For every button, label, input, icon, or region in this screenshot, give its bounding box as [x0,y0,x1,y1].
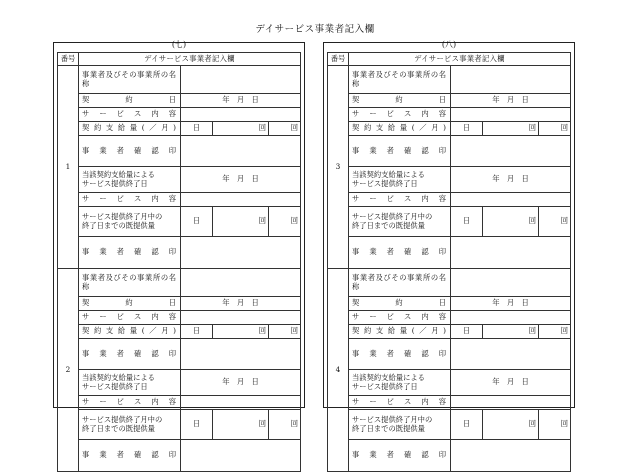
end-date-field[interactable]: 年 月 日 [451,167,571,193]
end-date-label: 当該契約支給量による サービス提供終了日 [79,370,181,396]
service-content-field[interactable] [181,396,301,410]
quantity-times-field[interactable]: 回 [483,325,539,339]
business-name-field[interactable] [181,269,301,297]
provided-times-field[interactable]: 回 [539,410,571,440]
quantity-times-field[interactable]: 回 [213,122,269,136]
contract-date-field[interactable]: 年 月 日 [181,94,301,108]
confirm-seal-field[interactable] [181,440,301,472]
service-content-field[interactable] [451,396,571,410]
confirm-seal-field[interactable] [451,339,571,370]
contract-date-label: 契約日 [79,297,181,311]
entry-table [327,52,571,472]
confirm-seal-field[interactable] [181,237,301,269]
confirm-seal-field[interactable] [451,136,571,167]
provided-day-field[interactable]: 日 [451,410,483,440]
end-date-field[interactable]: 年 月 日 [181,167,301,193]
provided-times-field[interactable]: 回 [213,207,269,237]
service-content-label: サービス内容 [349,396,451,410]
service-content-label: サービス内容 [79,108,181,122]
service-content-label: サービス内容 [79,193,181,207]
business-name-field[interactable] [451,66,571,94]
end-date-label: 当該契約支給量による サービス提供終了日 [349,370,451,396]
business-name-label: 事業者及びその事業所の名称 [79,269,181,297]
end-date-label: 当該契約支給量による サービス提供終了日 [349,167,451,193]
panel-number: (八) [441,40,457,49]
end-date-field[interactable]: 年 月 日 [181,370,301,396]
provided-times-field[interactable]: 回 [483,207,539,237]
provided-times-field[interactable]: 回 [483,410,539,440]
confirm-seal-label: 事業者確認印 [79,339,181,370]
contract-date-field[interactable]: 年 月 日 [451,94,571,108]
header-section: デイサービス事業者記入欄 [349,53,571,66]
quantity-times-field[interactable]: 回 [269,122,301,136]
business-name-label: 事業者及びその事業所の名称 [349,269,451,297]
confirm-seal-label: 事業者確認印 [79,237,181,269]
business-name-label: 事業者及びその事業所の名称 [349,66,451,94]
row-number: 2 [58,269,79,472]
confirm-seal-label: 事業者確認印 [349,237,451,269]
confirm-seal-label: 事業者確認印 [349,440,451,472]
quantity-day-field[interactable]: 日 [181,325,213,339]
provided-amount-label: サービス提供終了月中の 終了日までの既提供量 [79,207,181,237]
header-section: デイサービス事業者記入欄 [79,53,301,66]
service-content-label: サービス内容 [79,396,181,410]
quantity-times-field[interactable]: 回 [213,325,269,339]
row-number: 4 [328,269,349,472]
contract-date-field[interactable]: 年 月 日 [451,297,571,311]
contract-date-field[interactable]: 年 月 日 [181,297,301,311]
service-content-field[interactable] [181,193,301,207]
header-number: 番号 [58,53,79,66]
quantity-day-field[interactable]: 日 [181,122,213,136]
contract-date-label: 契約日 [79,94,181,108]
panel-number: (七) [171,40,187,49]
contract-quantity-label: 契約支給量(／月) [79,122,181,136]
provided-times-field[interactable]: 回 [213,410,269,440]
quantity-times-field[interactable]: 回 [539,325,571,339]
confirm-seal-label: 事業者確認印 [349,136,451,167]
business-name-label: 事業者及びその事業所の名称 [79,66,181,94]
contract-date-label: 契約日 [349,297,451,311]
quantity-day-field[interactable]: 日 [451,122,483,136]
form-panel-left [53,40,305,460]
contract-quantity-label: 契約支給量(／月) [349,325,451,339]
row-number: 3 [328,66,349,269]
service-content-label: サービス内容 [349,108,451,122]
business-name-field[interactable] [451,269,571,297]
row-number: 1 [58,66,79,269]
service-content-field[interactable] [451,193,571,207]
provided-amount-label: サービス提供終了月中の 終了日までの既提供量 [79,410,181,440]
contract-quantity-label: 契約支給量(／月) [79,325,181,339]
contract-date-label: 契約日 [349,94,451,108]
contract-quantity-label: 契約支給量(／月) [349,122,451,136]
quantity-times-field[interactable]: 回 [269,325,301,339]
page-title: デイサービス事業者記入欄 [255,24,375,35]
confirm-seal-field[interactable] [451,237,571,269]
provided-times-field[interactable]: 回 [539,207,571,237]
confirm-seal-field[interactable] [451,440,571,472]
entry-table [57,52,301,472]
end-date-label: 当該契約支給量による サービス提供終了日 [79,167,181,193]
quantity-times-field[interactable]: 回 [483,122,539,136]
provided-amount-label: サービス提供終了月中の 終了日までの既提供量 [349,410,451,440]
provided-times-field[interactable]: 回 [269,207,301,237]
service-content-label: サービス内容 [349,193,451,207]
confirm-seal-field[interactable] [181,339,301,370]
form-panel-right [323,40,575,460]
confirm-seal-field[interactable] [181,136,301,167]
service-content-label: サービス内容 [79,311,181,325]
provided-times-field[interactable]: 回 [269,410,301,440]
end-date-field[interactable]: 年 月 日 [451,370,571,396]
provided-day-field[interactable]: 日 [451,207,483,237]
service-content-field[interactable] [181,311,301,325]
service-content-label: サービス内容 [349,311,451,325]
service-content-field[interactable] [451,108,571,122]
header-number: 番号 [328,53,349,66]
provided-amount-label: サービス提供終了月中の 終了日までの既提供量 [349,207,451,237]
provided-day-field[interactable]: 日 [181,410,213,440]
business-name-field[interactable] [181,66,301,94]
service-content-field[interactable] [181,108,301,122]
confirm-seal-label: 事業者確認印 [79,136,181,167]
service-content-field[interactable] [451,311,571,325]
confirm-seal-label: 事業者確認印 [349,339,451,370]
provided-day-field[interactable]: 日 [181,207,213,237]
confirm-seal-label: 事業者確認印 [79,440,181,472]
quantity-day-field[interactable]: 日 [451,325,483,339]
quantity-times-field[interactable]: 回 [539,122,571,136]
